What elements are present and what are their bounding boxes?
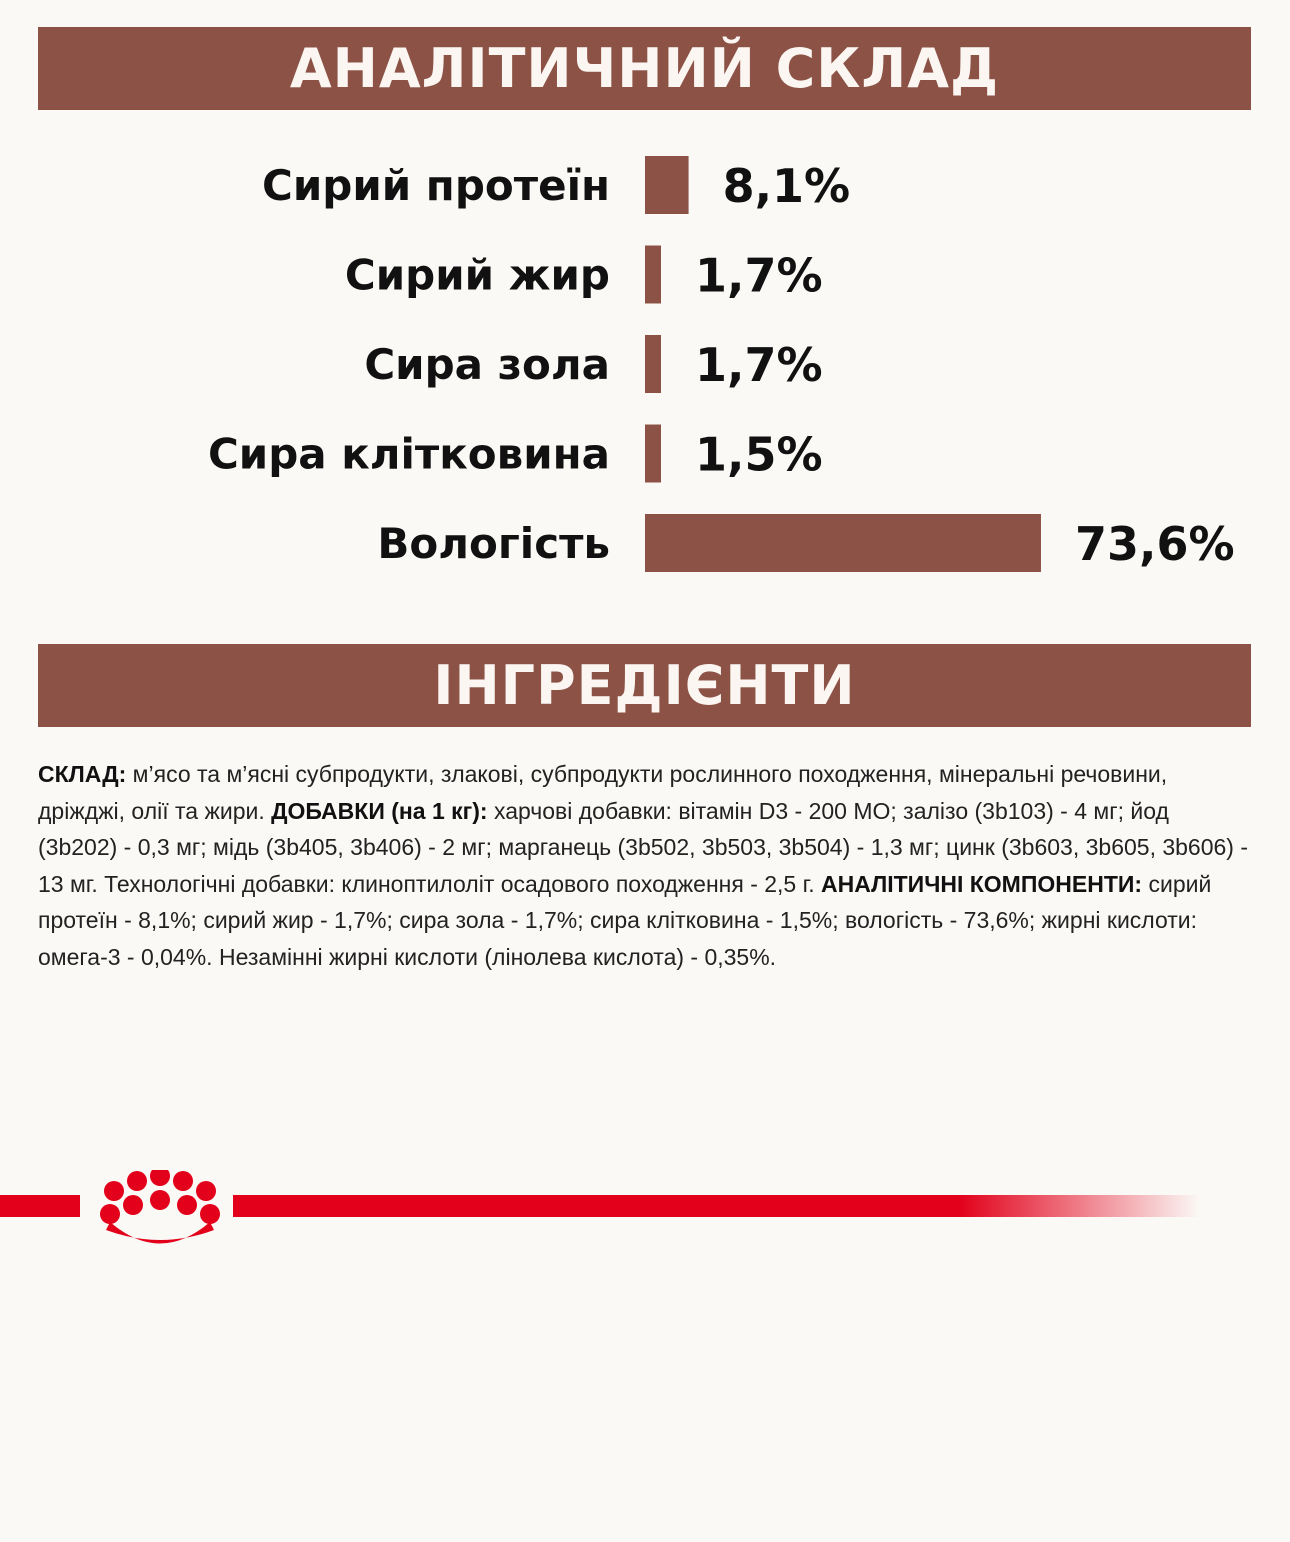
category-label-сира-зола: Сира зола: [364, 340, 610, 389]
value-label-сира-клітковина: 1,5%: [695, 427, 823, 482]
value-label-сирий-жир: 1,7%: [695, 248, 823, 303]
bar-сира-клітковина: [645, 425, 661, 483]
additives-label: ДОБАВКИ (на 1 кг):: [271, 797, 488, 824]
category-label-сира-клітковина: Сира клітковина: [207, 429, 610, 479]
composition-text: м’ясо та м’ясні субпродукти, злакові, субпродукти рослинного походження, мінеральні речовини, дріжджі, олії та жири.: [38, 761, 1168, 824]
additives-text: харчові добавки: вітамін D3 - 200 МО; залізо (3b103) - 4 мг; йод (3b202) - 0,3 мг; мідь (3b405, 3b406) - 2 мг; марганець (3b502, 3b503, 3b504) - 1,3 мг; цинк (3b603, 3b605, 3b606) - 13 мг. Технологічні добавки: клиноптилоліт осадового походження - 2,5 г.: [38, 797, 1249, 897]
bar-сира-зола: [645, 335, 661, 393]
value-label-сирий-протеїн: 8,1%: [722, 159, 851, 213]
ingredients-header: ІНГРЕДІЄНТИ: [38, 644, 1251, 727]
value-label-вологість: 73,6%: [1074, 517, 1235, 571]
royal-canin-crown-icon: [100, 1170, 220, 1244]
analytical-composition-chart: [0, 130, 1290, 600]
red-line-right: [233, 1195, 1200, 1217]
analytical-composition-header: АНАЛІТИЧНИЙ СКЛАД: [38, 27, 1251, 110]
brand-footer-line: [0, 1170, 1290, 1245]
red-line-left: [0, 1195, 80, 1217]
analytical-components-text: сирий протеїн - 8,1%; сирий жир - 1,7%; сира зола - 1,7%; сира клітковина - 1,5%; вологість - 73,6%; жирні кислоти: омега-3 - 0,04%. Незамінні жирні кислоти (лінолева кислота) - 0,35%.: [38, 870, 1212, 970]
category-label-сирий-протеїн: Сирий протеїн: [262, 161, 610, 210]
value-label-сира-зола: 1,7%: [695, 338, 823, 392]
bar-сирий-протеїн: [645, 156, 689, 214]
composition-label: СКЛАД:: [38, 761, 127, 787]
analytical-components-label: АНАЛІТИЧНІ КОМПОНЕНТИ:: [820, 870, 1143, 897]
category-label-вологість: Вологість: [377, 519, 610, 568]
category-label-сирий-жир: Сирий жир: [344, 250, 610, 300]
bar-вологість: [645, 514, 1041, 572]
bar-сирий-жир: [645, 246, 661, 304]
ingredients-text: [38, 756, 1253, 975]
